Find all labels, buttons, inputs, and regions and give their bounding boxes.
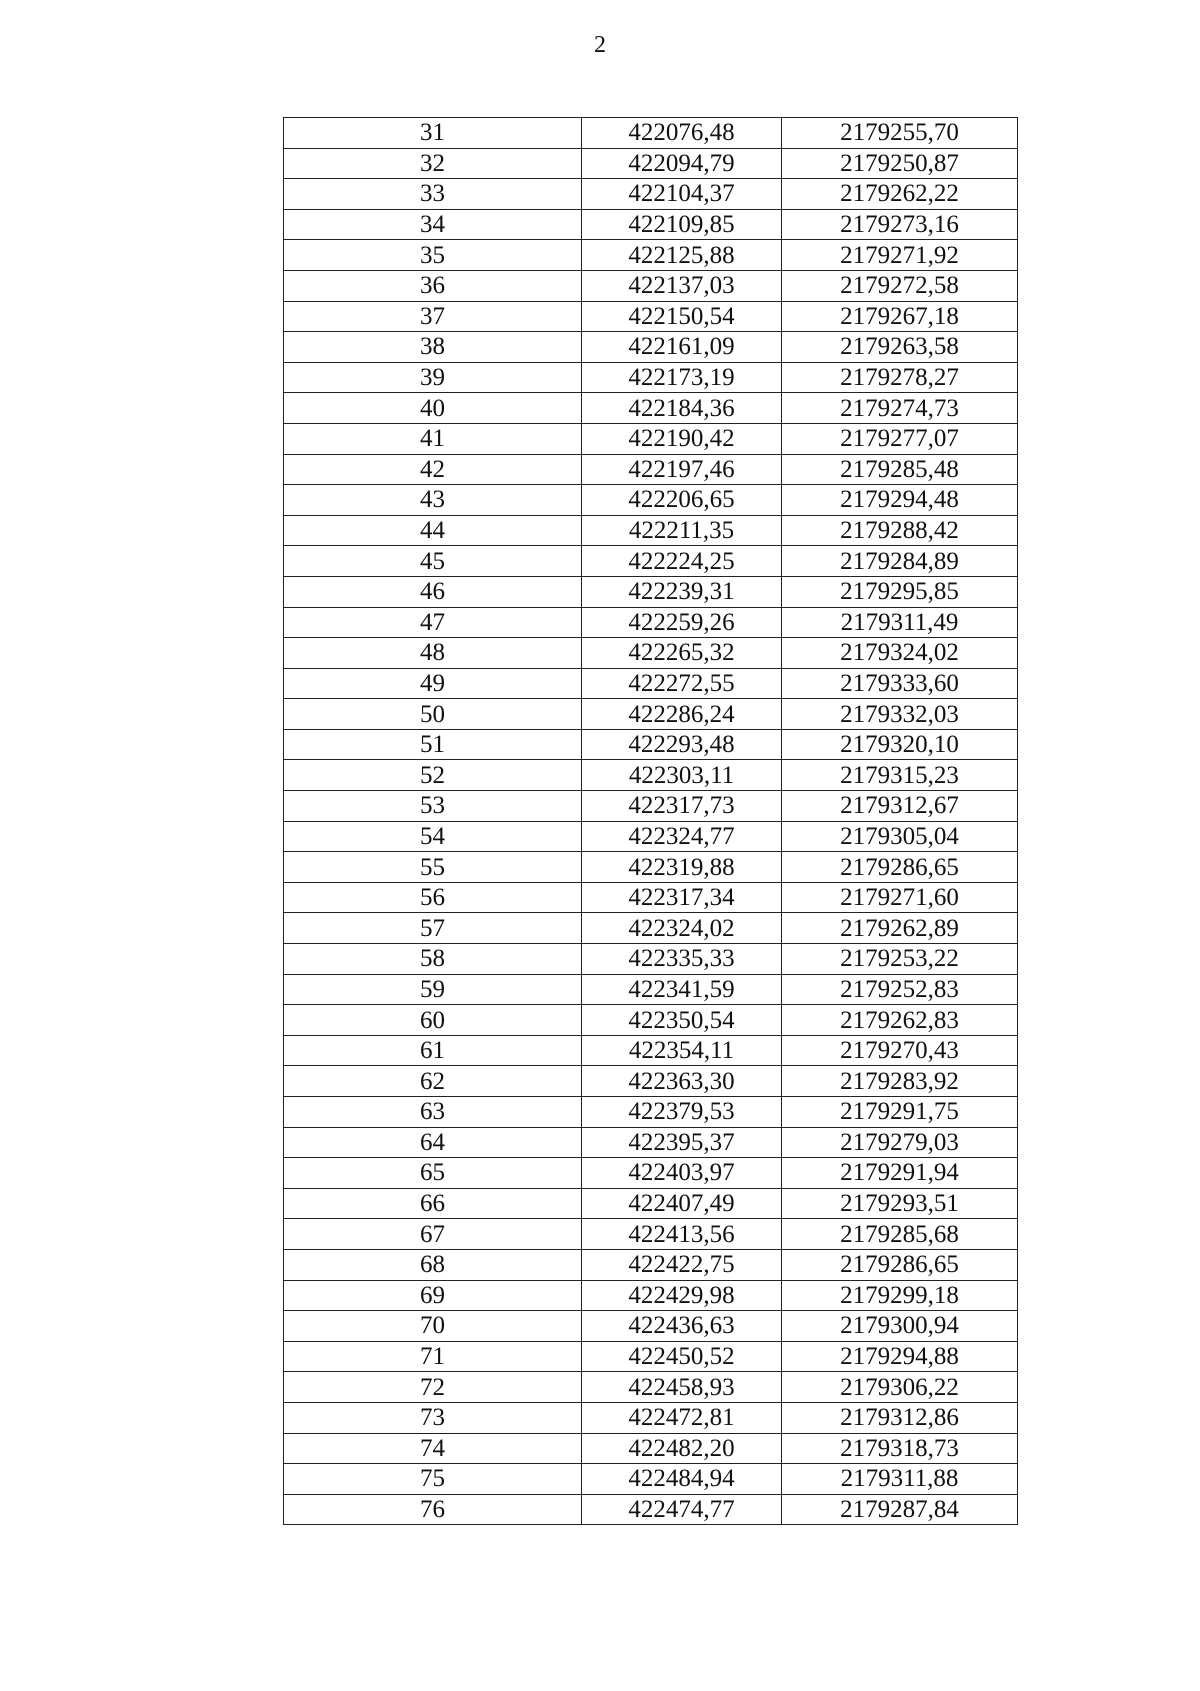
table-row	[284, 209, 1018, 240]
point-number-cell: 54	[284, 821, 582, 852]
x-coordinate-cell: 422403,97	[582, 1158, 782, 1189]
y-coordinate-cell: 2179332,03	[782, 699, 1018, 730]
y-coordinate-cell: 2179318,73	[782, 1433, 1018, 1464]
point-number-cell: 56	[284, 882, 582, 913]
table-row	[284, 179, 1018, 210]
y-coordinate-cell: 2179284,89	[782, 546, 1018, 577]
y-coordinate-cell: 2179271,92	[782, 240, 1018, 271]
table-row	[284, 852, 1018, 883]
x-coordinate-cell: 422413,56	[582, 1219, 782, 1250]
table-row	[284, 148, 1018, 179]
x-coordinate-cell: 422422,75	[582, 1249, 782, 1280]
point-number-cell: 64	[284, 1127, 582, 1158]
table-row	[284, 393, 1018, 424]
point-number-cell: 73	[284, 1402, 582, 1433]
x-coordinate-cell: 422324,02	[582, 913, 782, 944]
y-coordinate-cell: 2179311,49	[782, 607, 1018, 638]
y-coordinate-cell: 2179255,70	[782, 118, 1018, 149]
x-coordinate-cell: 422482,20	[582, 1433, 782, 1464]
point-number-cell: 35	[284, 240, 582, 271]
point-number-cell: 60	[284, 1005, 582, 1036]
table-row	[284, 1188, 1018, 1219]
table-row	[284, 913, 1018, 944]
coordinates-table	[283, 117, 1018, 1525]
y-coordinate-cell: 2179286,65	[782, 852, 1018, 883]
x-coordinate-cell: 422197,46	[582, 454, 782, 485]
y-coordinate-cell: 2179294,88	[782, 1341, 1018, 1372]
table-row	[284, 1219, 1018, 1250]
x-coordinate-cell: 422363,30	[582, 1066, 782, 1097]
table-row	[284, 485, 1018, 516]
point-number-cell: 49	[284, 668, 582, 699]
point-number-cell: 39	[284, 362, 582, 393]
x-coordinate-cell: 422429,98	[582, 1280, 782, 1311]
x-coordinate-cell: 422286,24	[582, 699, 782, 730]
y-coordinate-cell: 2179250,87	[782, 148, 1018, 179]
y-coordinate-cell: 2179311,88	[782, 1464, 1018, 1495]
table-row	[284, 1097, 1018, 1128]
point-number-cell: 61	[284, 1035, 582, 1066]
point-number-cell: 44	[284, 515, 582, 546]
x-coordinate-cell: 422239,31	[582, 576, 782, 607]
table-row	[284, 1494, 1018, 1525]
point-number-cell: 34	[284, 209, 582, 240]
point-number-cell: 38	[284, 332, 582, 363]
table-row	[284, 423, 1018, 454]
point-number-cell: 48	[284, 638, 582, 669]
x-coordinate-cell: 422335,33	[582, 944, 782, 975]
y-coordinate-cell: 2179278,27	[782, 362, 1018, 393]
table-row	[284, 515, 1018, 546]
table-row	[284, 1402, 1018, 1433]
point-number-cell: 43	[284, 485, 582, 516]
point-number-cell: 58	[284, 944, 582, 975]
x-coordinate-cell: 422350,54	[582, 1005, 782, 1036]
y-coordinate-cell: 2179272,58	[782, 270, 1018, 301]
point-number-cell: 70	[284, 1311, 582, 1342]
y-coordinate-cell: 2179262,89	[782, 913, 1018, 944]
point-number-cell: 45	[284, 546, 582, 577]
x-coordinate-cell: 422324,77	[582, 821, 782, 852]
table-row	[284, 1127, 1018, 1158]
point-number-cell: 59	[284, 974, 582, 1005]
x-coordinate-cell: 422109,85	[582, 209, 782, 240]
y-coordinate-cell: 2179262,83	[782, 1005, 1018, 1036]
y-coordinate-cell: 2179288,42	[782, 515, 1018, 546]
x-coordinate-cell: 422303,11	[582, 760, 782, 791]
table-row	[284, 1464, 1018, 1495]
y-coordinate-cell: 2179291,94	[782, 1158, 1018, 1189]
x-coordinate-cell: 422450,52	[582, 1341, 782, 1372]
table-row	[284, 1311, 1018, 1342]
y-coordinate-cell: 2179287,84	[782, 1494, 1018, 1525]
point-number-cell: 37	[284, 301, 582, 332]
point-number-cell: 51	[284, 729, 582, 760]
y-coordinate-cell: 2179267,18	[782, 301, 1018, 332]
table-row	[284, 1249, 1018, 1280]
page-number: 2	[594, 32, 606, 58]
x-coordinate-cell: 422474,77	[582, 1494, 782, 1525]
y-coordinate-cell: 2179274,73	[782, 393, 1018, 424]
x-coordinate-cell: 422206,65	[582, 485, 782, 516]
y-coordinate-cell: 2179299,18	[782, 1280, 1018, 1311]
y-coordinate-cell: 2179295,85	[782, 576, 1018, 607]
table-row	[284, 576, 1018, 607]
x-coordinate-cell: 422265,32	[582, 638, 782, 669]
point-number-cell: 68	[284, 1249, 582, 1280]
x-coordinate-cell: 422104,37	[582, 179, 782, 210]
x-coordinate-cell: 422354,11	[582, 1035, 782, 1066]
point-number-cell: 42	[284, 454, 582, 485]
y-coordinate-cell: 2179312,86	[782, 1402, 1018, 1433]
y-coordinate-cell: 2179305,04	[782, 821, 1018, 852]
table-body	[284, 118, 1018, 1525]
table-row	[284, 1341, 1018, 1372]
table-row	[284, 1158, 1018, 1189]
y-coordinate-cell: 2179312,67	[782, 791, 1018, 822]
x-coordinate-cell: 422407,49	[582, 1188, 782, 1219]
table-row	[284, 1372, 1018, 1403]
y-coordinate-cell: 2179273,16	[782, 209, 1018, 240]
x-coordinate-cell: 422484,94	[582, 1464, 782, 1495]
y-coordinate-cell: 2179306,22	[782, 1372, 1018, 1403]
y-coordinate-cell: 2179283,92	[782, 1066, 1018, 1097]
point-number-cell: 41	[284, 423, 582, 454]
point-number-cell: 40	[284, 393, 582, 424]
x-coordinate-cell: 422094,79	[582, 148, 782, 179]
table-row	[284, 1005, 1018, 1036]
y-coordinate-cell: 2179285,68	[782, 1219, 1018, 1250]
point-number-cell: 74	[284, 1433, 582, 1464]
table-row	[284, 974, 1018, 1005]
x-coordinate-cell: 422317,73	[582, 791, 782, 822]
y-coordinate-cell: 2179271,60	[782, 882, 1018, 913]
x-coordinate-cell: 422379,53	[582, 1097, 782, 1128]
table-row	[284, 760, 1018, 791]
y-coordinate-cell: 2179333,60	[782, 668, 1018, 699]
table-row	[284, 668, 1018, 699]
y-coordinate-cell: 2179252,83	[782, 974, 1018, 1005]
point-number-cell: 31	[284, 118, 582, 149]
point-number-cell: 62	[284, 1066, 582, 1097]
point-number-cell: 57	[284, 913, 582, 944]
point-number-cell: 65	[284, 1158, 582, 1189]
table-row	[284, 791, 1018, 822]
x-coordinate-cell: 422161,09	[582, 332, 782, 363]
y-coordinate-cell: 2179291,75	[782, 1097, 1018, 1128]
x-coordinate-cell: 422211,35	[582, 515, 782, 546]
point-number-cell: 66	[284, 1188, 582, 1219]
y-coordinate-cell: 2179263,58	[782, 332, 1018, 363]
table-row	[284, 270, 1018, 301]
x-coordinate-cell: 422184,36	[582, 393, 782, 424]
table-row	[284, 638, 1018, 669]
point-number-cell: 69	[284, 1280, 582, 1311]
point-number-cell: 47	[284, 607, 582, 638]
point-number-cell: 67	[284, 1219, 582, 1250]
y-coordinate-cell: 2179324,02	[782, 638, 1018, 669]
table-row	[284, 1035, 1018, 1066]
x-coordinate-cell: 422395,37	[582, 1127, 782, 1158]
table-row	[284, 821, 1018, 852]
point-number-cell: 63	[284, 1097, 582, 1128]
x-coordinate-cell: 422259,26	[582, 607, 782, 638]
x-coordinate-cell: 422224,25	[582, 546, 782, 577]
point-number-cell: 71	[284, 1341, 582, 1372]
x-coordinate-cell: 422319,88	[582, 852, 782, 883]
table-row	[284, 1280, 1018, 1311]
x-coordinate-cell: 422137,03	[582, 270, 782, 301]
point-number-cell: 53	[284, 791, 582, 822]
x-coordinate-cell: 422436,63	[582, 1311, 782, 1342]
point-number-cell: 36	[284, 270, 582, 301]
y-coordinate-cell: 2179270,43	[782, 1035, 1018, 1066]
x-coordinate-cell: 422472,81	[582, 1402, 782, 1433]
table-row	[284, 118, 1018, 149]
y-coordinate-cell: 2179294,48	[782, 485, 1018, 516]
table-row	[284, 362, 1018, 393]
table-row	[284, 332, 1018, 363]
x-coordinate-cell: 422293,48	[582, 729, 782, 760]
point-number-cell: 76	[284, 1494, 582, 1525]
y-coordinate-cell: 2179279,03	[782, 1127, 1018, 1158]
point-number-cell: 46	[284, 576, 582, 607]
point-number-cell: 52	[284, 760, 582, 791]
y-coordinate-cell: 2179293,51	[782, 1188, 1018, 1219]
table-row	[284, 454, 1018, 485]
y-coordinate-cell: 2179320,10	[782, 729, 1018, 760]
y-coordinate-cell: 2179285,48	[782, 454, 1018, 485]
x-coordinate-cell: 422076,48	[582, 118, 782, 149]
point-number-cell: 75	[284, 1464, 582, 1495]
point-number-cell: 55	[284, 852, 582, 883]
x-coordinate-cell: 422190,42	[582, 423, 782, 454]
x-coordinate-cell: 422458,93	[582, 1372, 782, 1403]
table-row	[284, 301, 1018, 332]
table-row	[284, 240, 1018, 271]
y-coordinate-cell: 2179286,65	[782, 1249, 1018, 1280]
y-coordinate-cell: 2179300,94	[782, 1311, 1018, 1342]
table-row	[284, 729, 1018, 760]
y-coordinate-cell: 2179253,22	[782, 944, 1018, 975]
table-row	[284, 699, 1018, 730]
y-coordinate-cell: 2179315,23	[782, 760, 1018, 791]
table-row	[284, 1433, 1018, 1464]
table-row	[284, 607, 1018, 638]
point-number-cell: 72	[284, 1372, 582, 1403]
point-number-cell: 50	[284, 699, 582, 730]
x-coordinate-cell: 422272,55	[582, 668, 782, 699]
table-row	[284, 882, 1018, 913]
y-coordinate-cell: 2179277,07	[782, 423, 1018, 454]
point-number-cell: 33	[284, 179, 582, 210]
x-coordinate-cell: 422125,88	[582, 240, 782, 271]
x-coordinate-cell: 422317,34	[582, 882, 782, 913]
x-coordinate-cell: 422341,59	[582, 974, 782, 1005]
x-coordinate-cell: 422150,54	[582, 301, 782, 332]
x-coordinate-cell: 422173,19	[582, 362, 782, 393]
table-row	[284, 1066, 1018, 1097]
y-coordinate-cell: 2179262,22	[782, 179, 1018, 210]
table-row	[284, 944, 1018, 975]
table-row	[284, 546, 1018, 577]
point-number-cell: 32	[284, 148, 582, 179]
